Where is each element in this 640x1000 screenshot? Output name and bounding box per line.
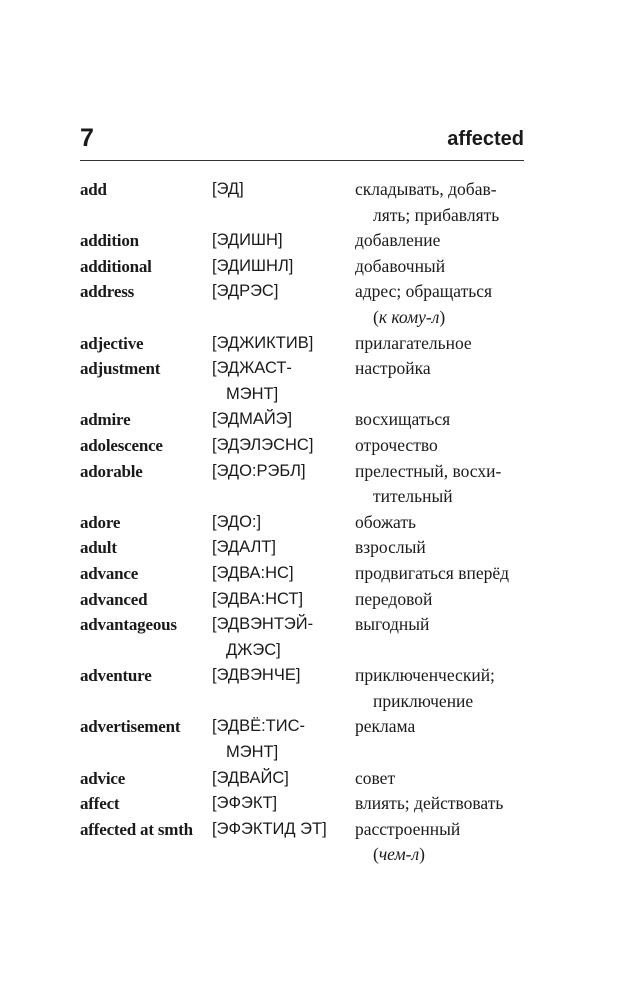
dictionary-entry (80, 535, 550, 561)
translation-line: влиять; действовать (355, 793, 504, 814)
dictionary-entry (80, 817, 550, 868)
translation (355, 407, 550, 433)
dictionary-entry (80, 791, 550, 817)
page-number: 7 (80, 124, 94, 152)
translation (355, 254, 550, 280)
pronunciation-line: [ЭДВА:НС] (212, 563, 294, 582)
headword: adjustment (80, 359, 161, 379)
pronunciation-line: [ЭДВЭНТЭЙ- (212, 615, 314, 634)
headword: advantageous (80, 615, 177, 635)
translation (355, 433, 550, 459)
pronunciation-line: [ЭДВАЙС] (212, 768, 289, 787)
translation-line: передовой (355, 588, 433, 609)
translation-line: продвигаться вперёд (355, 562, 510, 583)
translation (355, 177, 550, 228)
pronunciation (212, 331, 355, 357)
headword: advanced (80, 589, 148, 609)
pronunciation-line: [ЭФЭКТИД ЭТ] (212, 819, 327, 838)
pronunciation-line: [ЭДРЭС] (212, 282, 279, 301)
headword: adjective (80, 333, 144, 353)
translation-line: приключенческий; (355, 665, 495, 686)
pronunciation-line: [ЭДО:РЭБЛ] (212, 461, 306, 480)
dictionary-entry (80, 459, 550, 510)
pronunciation (212, 612, 355, 663)
headword: advice (80, 768, 126, 788)
translation-line: обожать (355, 511, 417, 532)
translation (355, 817, 550, 868)
translation (355, 766, 550, 792)
pronunciation-line: [ЭДИШНЛ] (212, 256, 294, 275)
pronunciation (212, 254, 355, 280)
pronunciation (212, 663, 355, 714)
headword: adventure (80, 666, 152, 686)
pronunciation (212, 356, 355, 407)
dictionary-entry (80, 177, 550, 228)
pronunciation (212, 535, 355, 561)
translation-line: реклама (355, 716, 416, 737)
pronunciation-line: [ЭДМАЙЭ] (212, 410, 293, 429)
page-header (80, 124, 524, 161)
translation-line: (чем-л) (373, 844, 425, 865)
dictionary-entry (80, 561, 550, 587)
translation-line: тительный (373, 486, 453, 507)
dictionary-entry (80, 356, 550, 407)
dictionary-entry (80, 407, 550, 433)
translation-line: настройка (355, 358, 431, 379)
dictionary-entry (80, 254, 550, 280)
pronunciation (212, 433, 355, 459)
dictionary-entry (80, 766, 550, 792)
translation-line: добавление (355, 230, 441, 251)
pronunciation (212, 228, 355, 254)
headword: admire (80, 410, 131, 430)
pronunciation-line: [ЭД] (212, 180, 244, 198)
translation-line: добавочный (355, 255, 446, 276)
dictionary-entry (80, 587, 550, 613)
translation (355, 791, 550, 817)
pronunciation-line: МЭНТ] (226, 743, 279, 762)
pronunciation (212, 791, 355, 817)
translation (355, 612, 550, 663)
pronunciation-line: [ЭДВЁ:ТИС- (212, 717, 306, 736)
pronunciation-line: [ЭДЖАСТ- (212, 359, 292, 378)
translation (355, 663, 550, 714)
pronunciation (212, 459, 355, 510)
headword: affected at smth (80, 819, 193, 839)
translation (355, 535, 550, 561)
pronunciation-line: [ЭДАЛТ] (212, 538, 276, 557)
translation-line: складывать, добав- (355, 179, 497, 199)
translation (355, 587, 550, 613)
dictionary-entry (80, 663, 550, 714)
headword: adore (80, 512, 121, 532)
pronunciation (212, 766, 355, 792)
translation (355, 279, 550, 330)
translation (355, 714, 550, 765)
translation (355, 561, 550, 587)
translation-line: прелестный, восхи- (355, 460, 502, 481)
dictionary-entry (80, 612, 550, 663)
translation (355, 510, 550, 536)
pronunciation (212, 817, 355, 868)
pronunciation-line: [ЭДВЭНЧЕ] (212, 666, 301, 685)
translation (355, 459, 550, 510)
headword: address (80, 282, 135, 302)
translation-line: взрослый (355, 537, 426, 558)
translation-line: восхищаться (355, 409, 451, 430)
pronunciation (212, 407, 355, 433)
headword: advance (80, 563, 139, 583)
pronunciation (212, 561, 355, 587)
pronunciation-line: [ЭДИШН] (212, 231, 283, 250)
headword: addition (80, 231, 139, 251)
dictionary-entry (80, 279, 550, 330)
running-head: affected (447, 128, 524, 150)
translation (355, 356, 550, 407)
translation-line: (к кому-л) (373, 306, 446, 327)
dictionary-entry (80, 433, 550, 459)
pronunciation (212, 510, 355, 536)
pronunciation (212, 587, 355, 613)
pronunciation-line: [ЭДВА:НСТ] (212, 589, 304, 608)
dictionary-entry (80, 331, 550, 357)
translation-line: расстроенный (355, 818, 461, 839)
pronunciation-line: [ЭФЭКТ] (212, 794, 278, 813)
headword: advertisement (80, 717, 181, 737)
dictionary-entry (80, 228, 550, 254)
pronunciation-line: [ЭДЖИКТИВ] (212, 333, 314, 352)
headword: adult (80, 538, 117, 558)
translation (355, 228, 550, 254)
translation-line: выгодный (355, 614, 430, 635)
pronunciation-line: МЭНТ] (226, 384, 279, 403)
headword: additional (80, 256, 152, 276)
headword: adorable (80, 461, 143, 481)
translation-line: отрочество (355, 434, 438, 455)
headword: add (80, 180, 107, 199)
pronunciation-line: [ЭДО:] (212, 512, 262, 531)
dictionary-entries (80, 177, 550, 868)
pronunciation (212, 279, 355, 330)
translation-line: прилагательное (355, 332, 472, 353)
pronunciation (212, 714, 355, 765)
translation (355, 331, 550, 357)
headword: affect (80, 794, 120, 814)
translation-line: адрес; обращаться (355, 281, 493, 302)
pronunciation-line: [ЭДЭЛЭСНС] (212, 435, 314, 454)
translation-line: приключение (373, 690, 474, 711)
translation-line: совет (355, 767, 396, 788)
dictionary-entry (80, 510, 550, 536)
headword: adolescence (80, 435, 163, 455)
pronunciation-line: ДЖЭС] (226, 640, 281, 659)
pronunciation (212, 177, 355, 228)
dictionary-entry (80, 714, 550, 765)
translation-line: лять; прибавлять (373, 204, 500, 225)
